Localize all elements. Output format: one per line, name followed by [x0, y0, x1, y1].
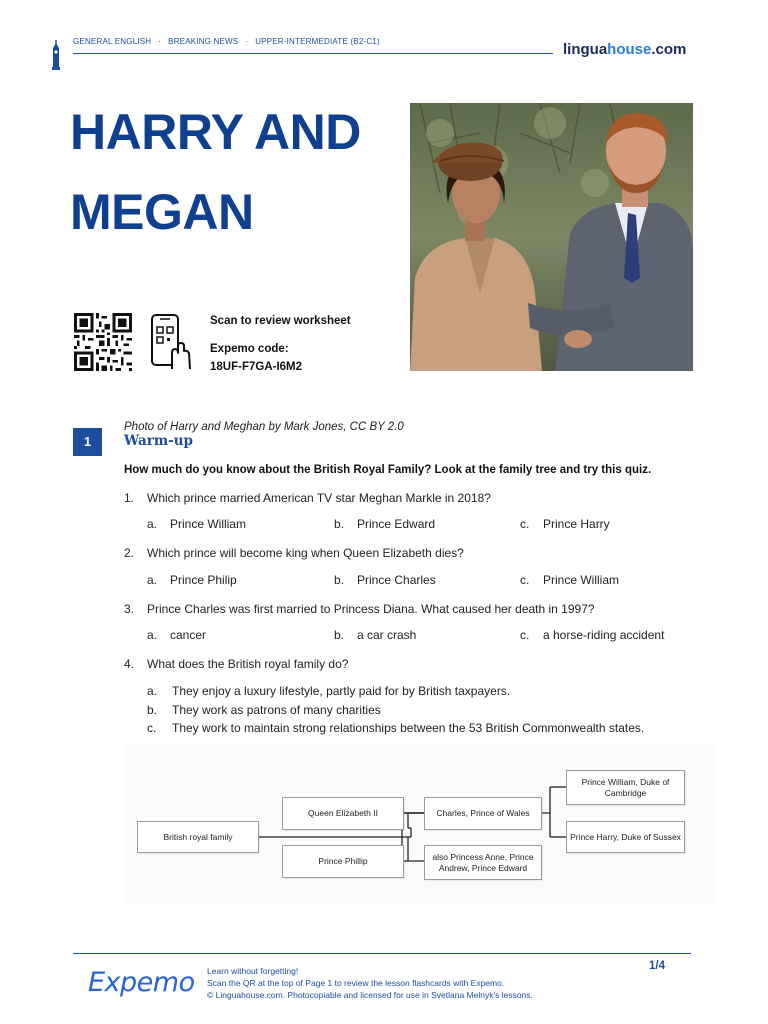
- tree-node-charles: Charles, Prince of Wales: [424, 797, 542, 830]
- header-divider: [73, 53, 553, 54]
- option-2c[interactable]: c. Prince William: [520, 573, 620, 587]
- photo-caption: Photo of Harry and Meghan by Mark Jones, CC BY 2.0: [124, 421, 404, 433]
- option-2a[interactable]: a. Prince Philip: [147, 573, 237, 587]
- tree-node-harry: Prince Harry, Duke of Sussex: [566, 821, 685, 853]
- expemo-code: 18UF-F7GA-I6M2: [210, 361, 303, 373]
- breadcrumb-item[interactable]: GENERAL ENGLISH: [73, 37, 152, 46]
- footer-text: [207, 965, 533, 1001]
- phone-scan-icon: [150, 313, 192, 371]
- tree-node-elizabeth: Queen Elizabeth II: [282, 797, 404, 830]
- option-1a[interactable]: a. Prince William: [147, 517, 247, 531]
- scan-info: [210, 312, 351, 376]
- breadcrumb: GENERAL ENGLISH · BREAKING NEWS · UPPER-INTERMEDIATE (B2-C1): [73, 37, 380, 46]
- page-number: 1/4: [649, 960, 665, 972]
- page-title: [70, 92, 400, 252]
- expemo-logo[interactable]: Expemo: [88, 967, 195, 998]
- title-line-1: HARRY AND: [70, 104, 361, 160]
- linguahouse-logo[interactable]: linguahouse.com: [563, 41, 687, 58]
- title-line-2: MEGAN: [70, 184, 254, 240]
- option-4c[interactable]: c. They work to maintain strong relationships between the 53 British Commonwealth states.: [147, 721, 645, 735]
- question-4: 4. What does the British royal family do?: [124, 657, 349, 671]
- footer-copyright: © Linguahouse.com. Photocopiable and licensed for use in Svetlana Melnyk's lessons.: [207, 990, 533, 1000]
- harry-and-meghan-photo: [410, 103, 693, 371]
- section-number-badge: 1: [73, 428, 102, 456]
- tree-node-william: Prince William, Duke of Cambridge: [566, 770, 685, 805]
- footer-divider: [73, 953, 691, 954]
- question-2: 2. Which prince will become king when Queen Elizabeth dies?: [124, 546, 464, 560]
- section-instruction: How much do you know about the British Royal Family? Look at the family tree and try this quiz.: [124, 464, 652, 476]
- footer-tagline: Learn without forgetting!: [207, 966, 299, 976]
- qr-code-icon[interactable]: [73, 313, 133, 371]
- option-1b[interactable]: b. Prince Edward: [334, 517, 436, 531]
- option-4a[interactable]: a. They enjoy a luxury lifestyle, partly paid for by British taxpayers.: [147, 684, 511, 698]
- option-4b[interactable]: b. They work as patrons of many charities: [147, 703, 381, 717]
- option-3a[interactable]: a. cancer: [147, 628, 207, 642]
- question-3: 3. Prince Charles was first married to Princess Diana. What caused her death in 1997?: [124, 602, 595, 616]
- tree-node-root: British royal family: [137, 821, 259, 853]
- tree-node-philip: Prince Phillip: [282, 845, 404, 878]
- breadcrumb-item[interactable]: BREAKING NEWS: [168, 37, 239, 46]
- expemo-code-label: Expemo code:: [210, 343, 289, 355]
- question-1: 1. Which prince married American TV star Meghan Markle in 2018?: [124, 491, 491, 505]
- breadcrumb-item[interactable]: UPPER-INTERMEDIATE (B2-C1): [255, 37, 380, 46]
- option-1c[interactable]: c. Prince Harry: [520, 517, 610, 531]
- tree-node-siblings: also Princess Anne, Prince Andrew, Prince Edward: [424, 845, 542, 880]
- section-title: Warm-up: [124, 433, 193, 449]
- option-3b[interactable]: b. a car crash: [334, 628, 417, 642]
- footer-instruction: Scan the QR at the top of Page 1 to review the lesson flashcards with Expemo.: [207, 978, 505, 988]
- option-3c[interactable]: c. a horse-riding accident: [520, 628, 665, 642]
- big-ben-icon: [50, 40, 62, 70]
- scan-label: Scan to review worksheet: [210, 315, 351, 327]
- option-2b[interactable]: b. Prince Charles: [334, 573, 436, 587]
- family-tree-diagram: [123, 743, 717, 903]
